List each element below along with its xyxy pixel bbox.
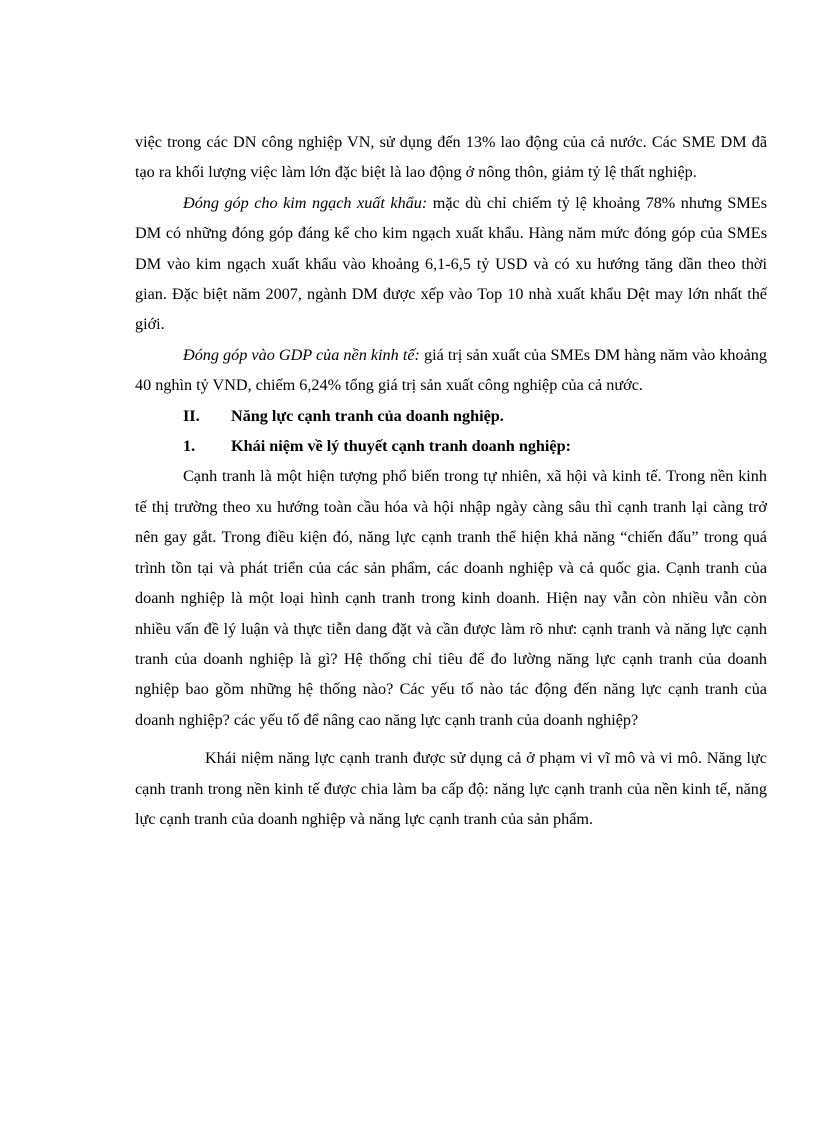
section-heading-ii [135, 401, 767, 431]
export-contribution-text: mặc dù chỉ chiếm tỷ lệ khoảng 78% nhưng SMEs DM có những đóng góp đáng kể cho kim ngạch xuất khẩu. Hàng năm mức đóng góp của SMEs DM vào kim ngạch xuất khẩu vào khoảng 6,1-6,5 tỷ USD và có xu hướng tăng dần theo thời gian. Đặc biệt năm 2007, ngành DM được xếp vào Top 10 nhà xuất khẩu Dệt may lớn nhất thế giới. [135, 193, 767, 334]
paragraph-gdp-contribution [135, 340, 767, 401]
gdp-contribution-text: giá trị sản xuất của SMEs DM hàng năm vào khoảng 40 nghìn tỷ VND, chiếm 6,24% tổng giá trị sản xuất công nghiệp của cả nước. [135, 345, 767, 395]
section-title: Năng lực cạnh tranh của doanh nghiệp. [231, 406, 504, 425]
export-contribution-lead: Đóng góp cho kim ngạch xuất khẩu: [183, 193, 428, 212]
paragraph-competitiveness-levels: Khái niệm năng lực cạnh tranh được sử dụng cả ở phạm vi vĩ mô và vi mô. Năng lực cạnh tranh trong nền kinh tế được chia làm ba cấp độ: năng lực cạnh tranh của nền kinh tế, năng lực cạnh tranh của doanh nghiệp và năng lực cạnh tranh của sản phẩm. [135, 749, 767, 828]
subsection-title: Khái niệm về lý thuyết cạnh tranh doanh nghiệp: [231, 437, 571, 456]
subsection-heading-1 [135, 431, 767, 461]
paragraph-competition-concept: Cạnh tranh là một hiện tượng phổ biến trong tự nhiên, xã hội và kinh tế. Trong nền kinh tế thị trường theo xu hướng toàn cầu hóa và hội nhập ngày càng sâu thì cạnh tranh lại càng trở nên gay gắt. Trong điều kiện đó, năng lực cạnh tranh thể hiện khả năng “chiến đấu” trong quá trình tồn tại và phát triển của các sản phẩm, các doanh nghiệp và cả quốc gia. Cạnh tranh của doanh nghiệp là một loại hình cạnh tranh trong kinh doanh. Hiện nay vẫn còn nhiều vẫn còn nhiều vấn đề lý luận và thực tiễn dang đặt và cần được làm rõ như: cạnh tranh và năng lực cạnh tranh của doanh nghiệp là gì? Hệ thống chỉ tiêu để đo lường năng lực cạnh tranh của doanh nghiệp bao gồm những hệ thống nào? Các yếu tố nào tác động đến năng lực cạnh tranh của doanh nghiệp? các yếu tố để nâng cao năng lực cạnh tranh của doanh nghiệp? [135, 467, 767, 729]
subsection-number: 1. [183, 437, 196, 456]
paragraph-employment: việc trong các DN công nghiệp VN, sử dụng đến 13% lao động của cả nước. Các SME DM đã tạo ra khối lượng việc làm lớn đặc biệt là lao động ở nông thôn, giảm tỷ lệ thất nghiệp. [135, 133, 767, 182]
gdp-contribution-lead: Đóng góp vào GDP của nền kinh tế: [183, 345, 420, 364]
document-page [135, 127, 767, 834]
paragraph-export-contribution [135, 188, 767, 340]
section-number: II. [183, 406, 200, 425]
